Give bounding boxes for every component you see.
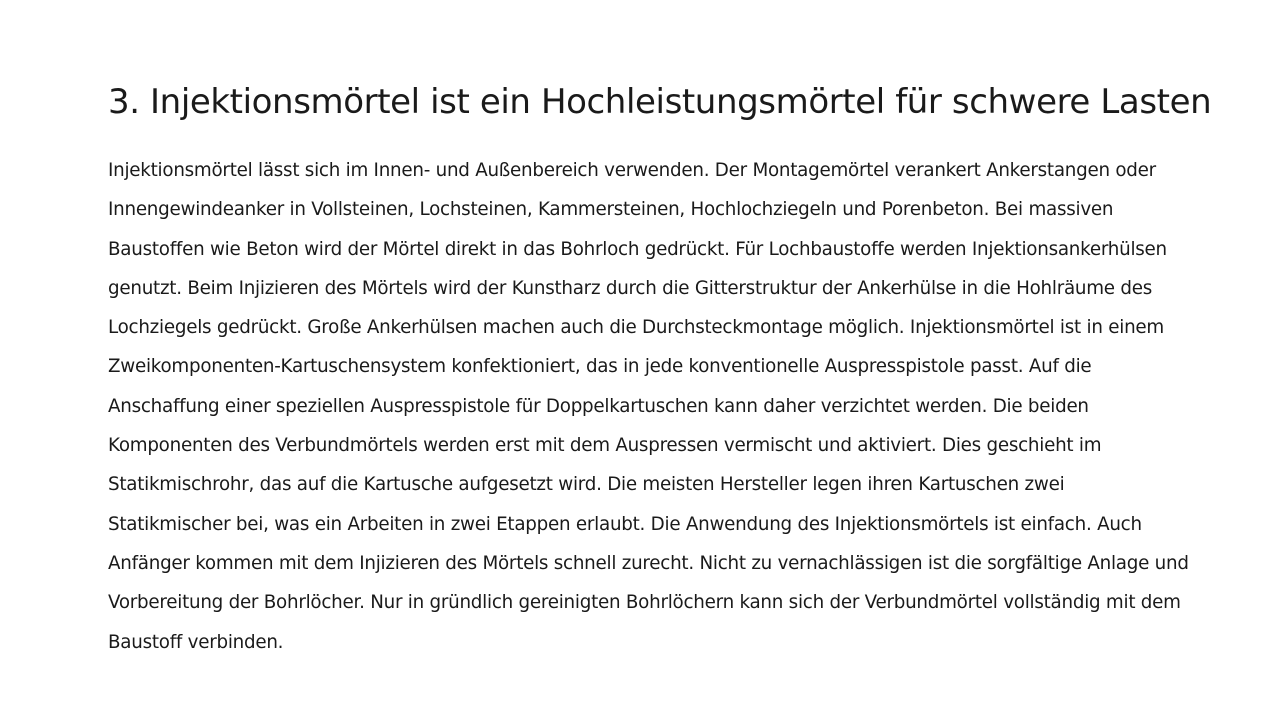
body-paragraph [108,151,1253,662]
paragraph-line: Injektionsmörtel lässt sich im Innen- und Außenbereich verwenden. Der Montagemörtel verankert Ankerstangen oder [108,160,1156,181]
paragraph-line: Vorbereitung der Bohrlöcher. Nur in gründlich gereinigten Bohrlöchern kann sich der Verbundmörtel vollständig mit dem [108,592,1181,614]
paragraph-line: Anfänger kommen mit dem Injizieren des Mörtels schnell zurecht. Nicht zu vernachlässigen ist die sorgfältige Anlage und [108,552,1189,574]
paragraph-line: Statikmischrohr, das auf die Kartusche aufgesetzt wird. Die meisten Hersteller legen ihren Kartuschen zwei [108,474,1065,496]
paragraph-line: genutzt. Beim Injizieren des Mörtels wird der Kunstharz durch die Gitterstruktur der Ankerhülse in die Hohlräume des [108,277,1152,299]
paragraph-line: Baustoffen wie Beton wird der Mörtel direkt in das Bohrloch gedrückt. Für Lochbaustoffe werden Injektionsankerhülsen [108,238,1167,260]
paragraph-line: Baustoff verbinden. [108,631,284,653]
paragraph-line: Zweikomponenten-Kartuschensystem konfektioniert, das in jede konventionelle Auspresspistole passt. Auf die [108,356,1092,378]
paragraph-line: Lochziegels gedrückt. Große Ankerhülsen machen auch die Durchsteckmontage möglich. Injektionsmörtel ist in einem [108,317,1164,339]
paragraph-line: Anschaffung einer speziellen Auspresspistole für Doppelkartuschen kann daher verzichtet werden. Die beiden [108,395,1089,417]
paragraph-line: Innengewindeanker in Vollsteinen, Lochsteinen, Kammersteinen, Hochlochziegeln und Porenbeton. Bei massiven [108,199,1114,221]
paragraph-line: Komponenten des Verbundmörtels werden erst mit dem Auspressen vermischt und aktiviert. Dies geschieht im [108,435,1102,457]
section-heading: 3. Injektionsmörtel ist ein Hochleistungsmörtel für schwere Lasten [108,82,1212,122]
paragraph-line: Statikmischer bei, was ein Arbeiten in zwei Etappen erlaubt. Die Anwendung des Injektionsmörtels ist einfach. Auch [108,513,1142,535]
